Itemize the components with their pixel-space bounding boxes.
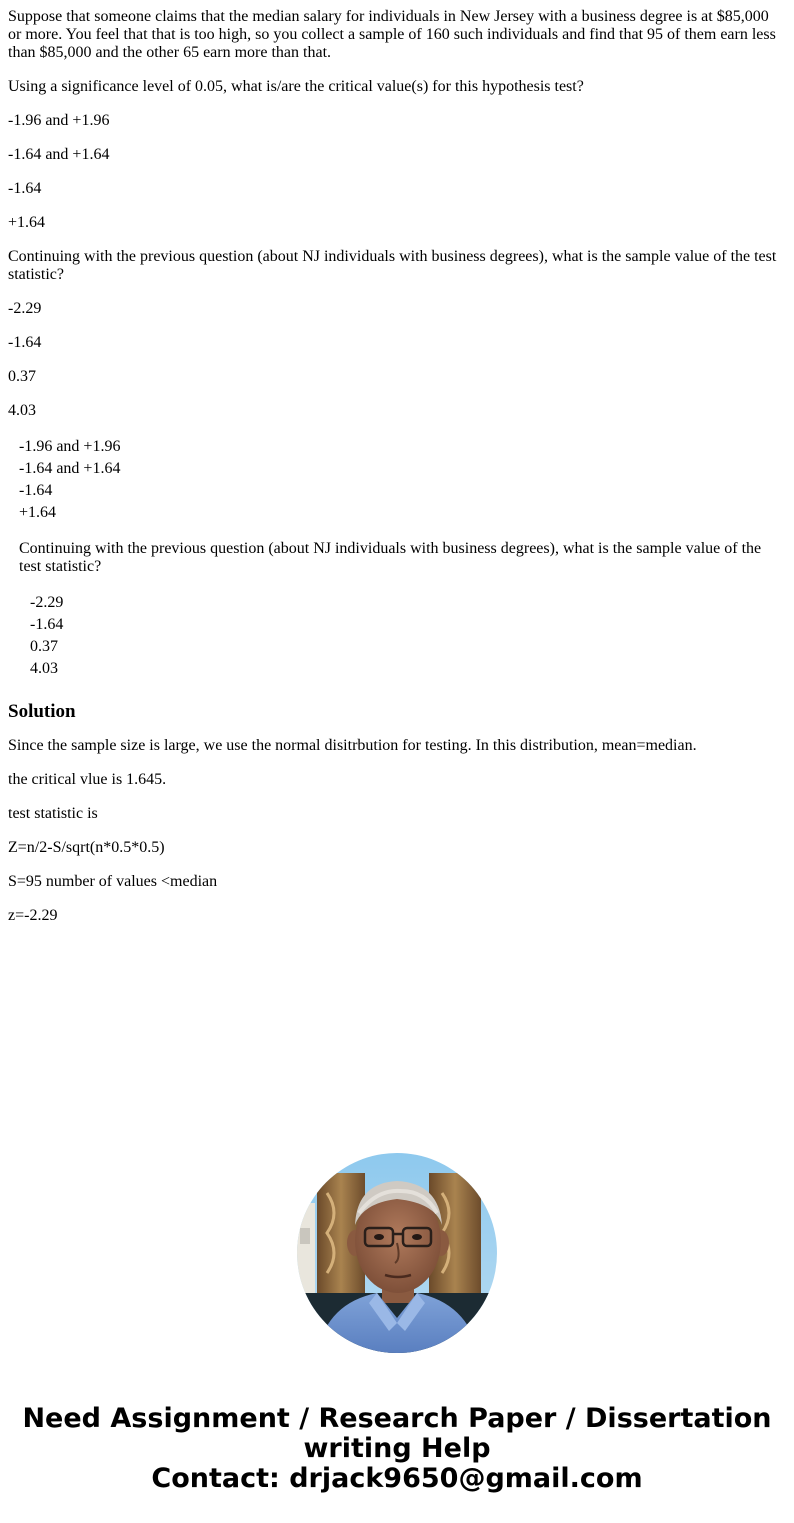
q1-option-4: +1.64: [8, 214, 46, 231]
q2-option-3: 0.37: [8, 368, 36, 385]
repeat-option-1: -1.96 and +1.96: [19, 438, 121, 455]
footer-line-2: writing Help: [303, 1433, 491, 1464]
tutor-portrait-icon: [297, 1153, 497, 1353]
question-2-prompt: Continuing with the previous question (about NJ individuals with business degrees), what is the sample value of the test statistic?: [8, 248, 777, 283]
repeat2-option-3: 0.37: [30, 638, 58, 655]
question-1-prompt: Using a significance level of 0.05, what is/are the critical value(s) for this hypothesis test?: [8, 78, 584, 95]
contact-footer: [0, 1404, 794, 1494]
repeat2-option-1: -2.29: [30, 594, 64, 611]
question-content: [8, 0, 786, 941]
repeat-option-2: -1.64 and +1.64: [19, 460, 121, 477]
tutor-avatar: [297, 1153, 497, 1353]
question-1-text: Suppose that someone claims that the median salary for individuals in New Jersey with a business degree is at $85,000 or more. You feel that that is too high, so you collect a sample of 160 such individuals and find that 95 of them earn less than $85,000 and the other 65 earn more than that.: [8, 8, 776, 61]
q2-option-1: -2.29: [8, 300, 42, 317]
repeat-question-2: [19, 540, 786, 680]
solution-heading: Solution: [8, 701, 76, 722]
solution-line-2: the critical vlue is 1.645.: [8, 771, 167, 788]
q1-option-1: -1.96 and +1.96: [8, 112, 110, 129]
solution-line-5: S=95 number of values <median: [8, 873, 218, 890]
repeat-option-4: +1.64: [19, 504, 57, 521]
q1-option-2: -1.64 and +1.64: [8, 146, 110, 163]
repeat-options-1: [19, 436, 786, 524]
q2-option-2: -1.64: [8, 334, 42, 351]
solution-line-4: Z=n/2-S/sqrt(n*0.5*0.5): [8, 839, 165, 856]
q2-option-4: 4.03: [8, 402, 36, 419]
solution-line-6: z=-2.29: [8, 907, 58, 924]
footer-contact-line: Contact: drjack9650@gmail.com: [151, 1463, 643, 1494]
footer-line-1: Need Assignment / Research Paper / Dissertation: [22, 1403, 772, 1434]
repeat2-option-4: 4.03: [30, 660, 58, 677]
repeat-question-2-prompt: Continuing with the previous question (about NJ individuals with business degrees), what is the sample value of the test statistic?: [19, 540, 762, 575]
repeat-options-2: [30, 592, 786, 680]
repeat-option-3: -1.64: [19, 482, 53, 499]
solution-line-3: test statistic is: [8, 805, 98, 822]
repeat2-option-2: -1.64: [30, 616, 64, 633]
solution-line-1: Since the sample size is large, we use the normal disitrbution for testing. In this distribution, mean=median.: [8, 737, 697, 754]
q1-option-3: -1.64: [8, 180, 42, 197]
